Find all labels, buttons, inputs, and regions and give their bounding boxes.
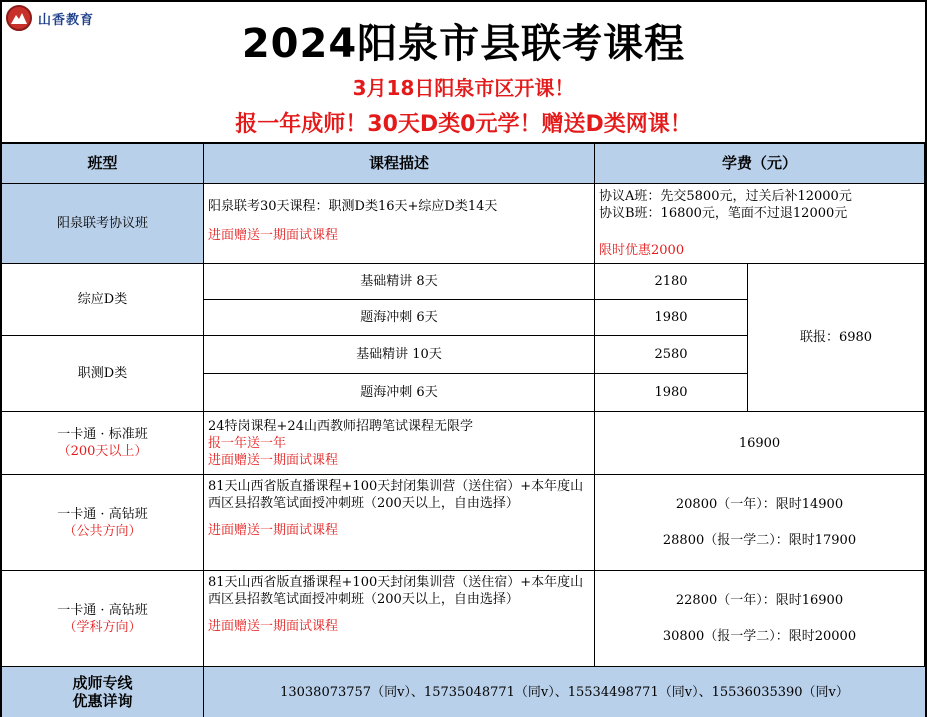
desc-zhice-basic: 基础精讲 10天: [204, 336, 595, 374]
desc-standard: [204, 412, 595, 475]
desc-promo: 进面赠送一期面试课程: [208, 619, 339, 634]
fee-one-year: 22800（一年）：限时16900: [675, 593, 844, 608]
fee-zhice-basic: 2580: [595, 336, 748, 374]
fee-one-year: 20800（一年）：限时14900: [675, 497, 844, 512]
page-title: 2024阳泉市县联考课程: [241, 21, 686, 67]
desc-zongying-sprint: 题海冲刺 6天: [204, 300, 595, 336]
contact-label: [2, 667, 204, 717]
desc-text: 81天山西省版直播课程+100天封闭集训营（送住宿）+本年度山西区县招教笔试面授冲刺班（200天以上，自由选择）: [208, 575, 584, 607]
fee-zhice-sprint: 1980: [595, 374, 748, 412]
contact-phones: 13038073757（同v）、15735048771（同v）、15534498771（同v）、15536035390（同v）: [204, 667, 925, 717]
desc-text: 81天山西省版直播课程+100天封闭集训营（送住宿）+本年度山西区县招教笔试面授冲刺班（200天以上，自由选择）: [208, 479, 584, 511]
fee-premium-subject: [595, 571, 925, 667]
class-zhice: [2, 336, 204, 412]
fee-standard: 16900: [595, 412, 925, 475]
fee-zongying-sprint: 1980: [595, 300, 748, 336]
contact-label-line2: 优惠详询: [72, 692, 133, 710]
desc-text: 阳泉联考30天课程：职测D类16天+综应D类14天: [208, 199, 498, 214]
class-duration: （200天以上）: [57, 444, 148, 459]
class-label: 一卡通 · 高钻班: [57, 506, 148, 522]
class-protocol: [2, 184, 204, 264]
class-label: 综应D类: [77, 292, 128, 307]
brand-name: 山香教育: [38, 12, 95, 28]
class-zongying: [2, 264, 204, 336]
desc-promo: 进面赠送一期面试课程: [208, 523, 339, 538]
desc-promo-interview: 进面赠送一期面试课程: [208, 453, 339, 468]
desc-premium-public: [204, 475, 595, 571]
class-premium-public: [2, 475, 204, 571]
fee-premium-public: [595, 475, 925, 571]
desc-zhice-sprint: 题海冲刺 6天: [204, 374, 595, 412]
fee-protocol: [595, 184, 925, 264]
class-label: 一卡通 · 高钻班: [57, 602, 148, 618]
fee-two-year: 28800（报一学二）：限时17900: [662, 533, 857, 548]
desc-promo-year: 报一年送一年: [208, 436, 287, 451]
fee-two-year: 30800（报一学二）：限时20000: [662, 629, 857, 644]
class-label: 阳泉联考协议班: [56, 216, 148, 231]
class-label: 一卡通 · 标准班: [57, 427, 148, 442]
desc-premium-subject: [204, 571, 595, 667]
class-label: 职测D类: [77, 366, 128, 381]
subtitle-start-date: 3月18日阳泉市区开课！: [352, 76, 575, 100]
class-direction: （学科方向）: [63, 619, 142, 635]
class-direction: （公共方向）: [63, 523, 142, 539]
class-standard: [2, 412, 204, 475]
fee-plan-a: 协议A班：先交5800元，过关后补12000元: [599, 189, 852, 204]
desc-text: 24特岗课程+24山西教师招聘笔试课程无限学: [208, 419, 473, 434]
column-header-class: 班型: [2, 144, 204, 184]
fee-combo: 联报：6980: [748, 264, 925, 412]
fee-zongying-basic: 2180: [595, 264, 748, 300]
contact-label-line1: 成师专线: [72, 674, 133, 692]
desc-promo: 进面赠送一期面试课程: [208, 228, 339, 243]
class-premium-subject: [2, 571, 204, 667]
fee-plan-b: 协议B班：16800元，笔面不过退12000元: [599, 206, 848, 221]
desc-protocol: [204, 184, 595, 264]
column-header-fee: 学费（元）: [595, 144, 925, 184]
desc-zongying-basic: 基础精讲 8天: [204, 264, 595, 300]
subtitle-promotion: 报一年成师！30天D类0元学！赠送D类网课！: [235, 112, 692, 137]
fee-promo: 限时优惠2000: [599, 243, 685, 258]
column-header-description: 课程描述: [204, 144, 595, 184]
header: [2, 2, 925, 144]
